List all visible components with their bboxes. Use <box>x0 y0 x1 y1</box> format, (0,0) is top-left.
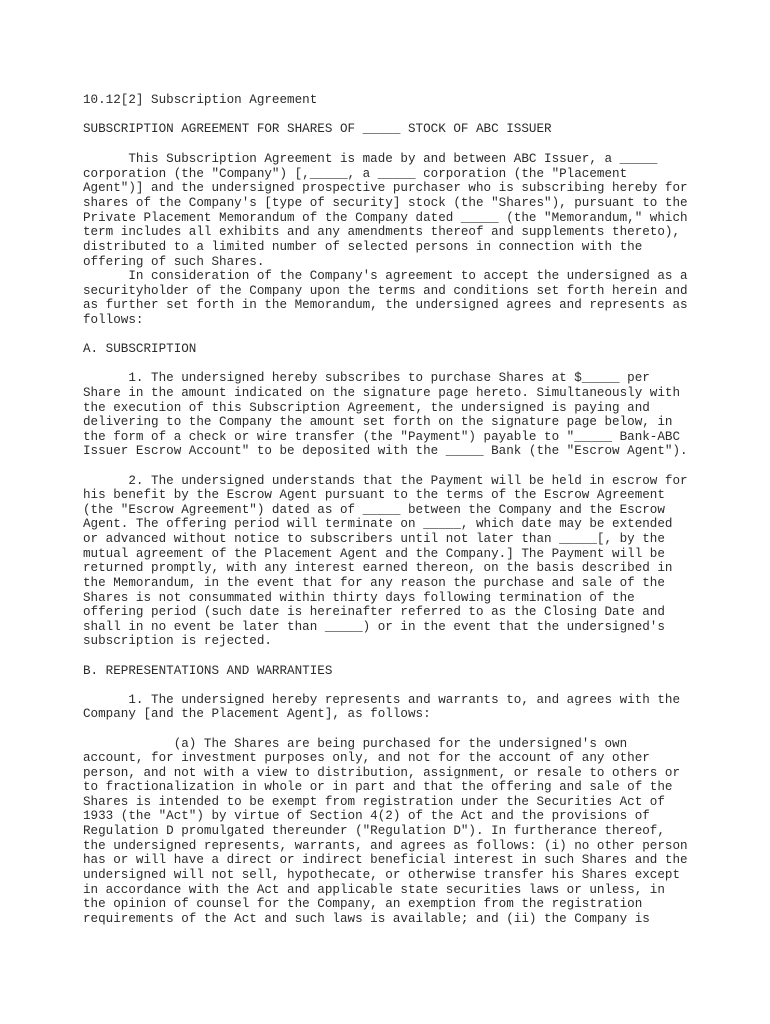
text-line: account, for investment purposes only, and not for the account of any other <box>83 751 650 765</box>
text-line: (a) The Shares are being purchased for the undersigned's own <box>83 737 628 751</box>
text-line: corporation (the "Company") [,_____, a _____ corporation (the "Placement <box>83 167 628 181</box>
text-line: 1. The undersigned hereby subscribes to purchase Shares at $_____ per <box>83 371 650 385</box>
text-line: Shares is not consummated within thirty days following termination of the <box>83 591 635 605</box>
text-line: Share in the amount indicated on the signature page hereto. Simultaneously with <box>83 386 681 400</box>
text-line: Private Placement Memorandum of the Company dated _____ (the "Memorandum," which <box>83 211 688 225</box>
text-line: returned promptly, with any interest earned thereon, on the basis described in <box>83 561 673 575</box>
section-b-heading: B. REPRESENTATIONS AND WARRANTIES <box>83 664 333 678</box>
text-line: follows: <box>83 313 144 327</box>
text-line: requirements of the Act and such laws is available; and (ii) the Company is <box>83 912 650 926</box>
text-line: the Memorandum, in the event that for any reason the purchase and sale of the <box>83 576 665 590</box>
text-line: 2. The undersigned understands that the Payment will be held in escrow for <box>83 474 688 488</box>
text-line: Agent. The offering period will terminate on _____, which date may be extended <box>83 517 673 531</box>
text-line: shares of the Company's [type of security] stock (the "Shares"), pursuant to the <box>83 196 688 210</box>
text-line: offering period (such date is hereinafter referred to as the Closing Date and <box>83 605 665 619</box>
text-line: undersigned will not sell, hypothecate, or otherwise transfer his Shares except <box>83 868 681 882</box>
text-line: Regulation D promulgated thereunder ("Regulation D"). In furtherance thereof, <box>83 824 665 838</box>
text-line: subscription is rejected. <box>83 634 272 648</box>
text-line: the form of a check or wire transfer (the "Payment") payable to "_____ Bank-ABC <box>83 430 681 444</box>
text-line: In consideration of the Company's agreement to accept the undersigned as a <box>83 269 688 283</box>
text-line: his benefit by the Escrow Agent pursuant to the terms of the Escrow Agreement <box>83 488 665 502</box>
text-line: or advanced without notice to subscribers until not later than _____[, by the <box>83 532 665 546</box>
text-line: Agent")] and the undersigned prospective purchaser who is subscribing hereby for <box>83 181 688 195</box>
text-line: the execution of this Subscription Agreement, the undersigned is paying and <box>83 401 650 415</box>
text-line: the undersigned represents, warrants, and agrees as follows: (i) no other person <box>83 839 688 853</box>
text-line: offering of such Shares. <box>83 255 265 269</box>
text-line: 1933 (the "Act") by virtue of Section 4(2) of the Act and the provisions of <box>83 809 650 823</box>
text-line: distributed to a limited number of selected persons in connection with the <box>83 240 643 254</box>
text-line: mutual agreement of the Placement Agent and the Company.] The Payment will be <box>83 547 665 561</box>
text-line: as further set forth in the Memorandum, the undersigned agrees and represents as <box>83 298 688 312</box>
text-line: delivering to the Company the amount set forth on the signature page below, in <box>83 415 673 429</box>
text-line: This Subscription Agreement is made by and between ABC Issuer, a _____ <box>83 152 658 166</box>
document-title: SUBSCRIPTION AGREEMENT FOR SHARES OF _____ STOCK OF ABC ISSUER <box>83 122 552 136</box>
text-line: person, and not with a view to distribution, assignment, or resale to others or <box>83 766 681 780</box>
text-line: Shares is intended to be exempt from registration under the Securities Act of <box>83 795 665 809</box>
section-a-heading: A. SUBSCRIPTION <box>83 342 197 356</box>
text-line: term includes all exhibits and any amendments thereof and supplements thereto), <box>83 225 681 239</box>
text-line: securityholder of the Company upon the terms and conditions set forth herein and <box>83 284 688 298</box>
text-line: has or will have a direct or indirect beneficial interest in such Shares and the <box>83 853 688 867</box>
text-line: 1. The undersigned hereby represents and warrants to, and agrees with the <box>83 693 681 707</box>
text-line: (the "Escrow Agreement") dated as of _____ between the Company and the Escrow <box>83 503 665 517</box>
text-line: shall in no event be later than _____) or in the event that the undersigned's <box>83 620 665 634</box>
text-line: to fractionalization in whole or in part and that the offering and sale of the <box>83 780 673 794</box>
text-line: Company [and the Placement Agent], as follows: <box>83 707 431 721</box>
text-line: in accordance with the Act and applicable state securities laws or unless, in <box>83 883 665 897</box>
text-line: Issuer Escrow Account" to be deposited with the _____ Bank (the "Escrow Agent"). <box>83 444 688 458</box>
document-header: 10.12[2] Subscription Agreement <box>83 93 318 107</box>
text-line: the opinion of counsel for the Company, an exemption from the registration <box>83 897 643 911</box>
